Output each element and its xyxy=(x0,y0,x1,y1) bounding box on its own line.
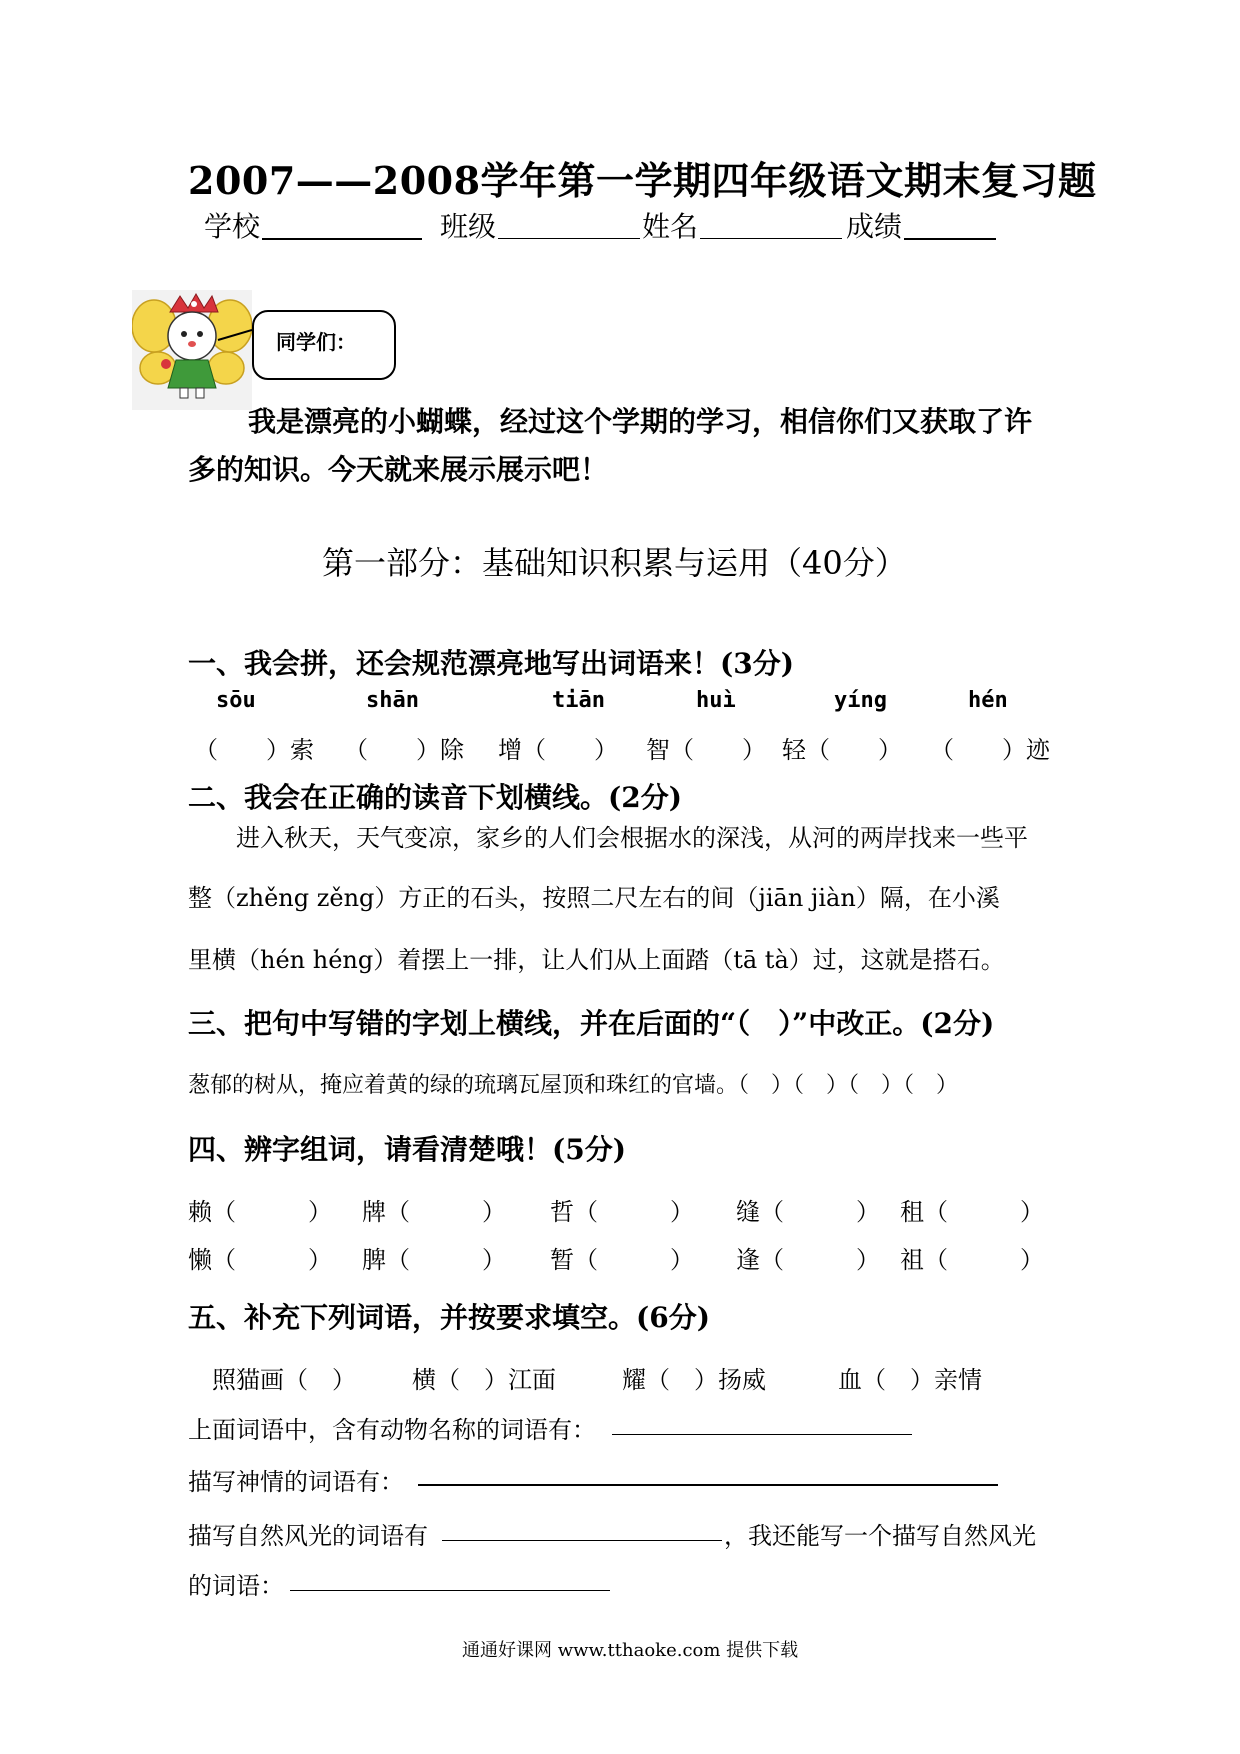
q2-line-2: 整（zhěng zěng）方正的石头，按照二尺左右的间（jiān jiàn）隔，在小溪 xyxy=(188,884,1000,912)
q4-row1-item-2[interactable]: 牌（ ） xyxy=(362,1198,506,1226)
q1-pinyin-5: yíng xyxy=(834,688,887,713)
q4-row1-item-1[interactable]: 赖（ ） xyxy=(188,1198,332,1226)
class-field[interactable] xyxy=(498,208,640,239)
score-label: 成绩 xyxy=(846,210,903,243)
q4-row1-item-3[interactable]: 哲（ ） xyxy=(550,1198,694,1226)
q1-item-5[interactable]: 轻（ ） xyxy=(782,736,902,764)
q5-word-1[interactable]: 照猫画（ ） xyxy=(212,1366,356,1394)
name-field[interactable] xyxy=(700,208,842,239)
q5-expression-blank[interactable] xyxy=(418,1462,998,1486)
q5-scenery-label: 描写自然风光的词语有 xyxy=(188,1522,428,1550)
q4-row2-item-3[interactable]: 暂（ ） xyxy=(550,1246,694,1274)
q5-title: 五、补充下列词语，并按要求填空。(6分) xyxy=(188,1301,710,1334)
part1-title: 第一部分：基础知识积累与运用（40分） xyxy=(322,544,907,582)
q5-word-4[interactable]: 血（ ）亲情 xyxy=(838,1366,982,1394)
q4-row1-item-5[interactable]: 租（ ） xyxy=(900,1198,1044,1226)
q1-item-3[interactable]: 增（ ） xyxy=(498,736,618,764)
q1-title: 一、我会拼，还会规范漂亮地写出词语来！(3分) xyxy=(188,647,794,680)
school-field[interactable] xyxy=(262,208,422,240)
q4-row2-item-2[interactable]: 脾（ ） xyxy=(362,1246,506,1274)
q5-scenery-blank[interactable] xyxy=(442,1518,722,1541)
q4-title: 四、辨字组词，请看清楚哦！(5分) xyxy=(188,1133,626,1166)
q5-more-blank[interactable] xyxy=(290,1568,610,1591)
q1-item-6[interactable]: （ ）迹 xyxy=(930,736,1050,764)
q1-item-1[interactable]: （ ）索 xyxy=(194,736,314,764)
q1-item-4[interactable]: 智（ ） xyxy=(646,736,766,764)
q1-pinyin-6: hén xyxy=(968,688,1008,713)
intro-line-1: 我是漂亮的小蝴蝶，经过这个学期的学习，相信你们又获取了许 xyxy=(248,405,1033,438)
school-label: 学校 xyxy=(204,210,261,243)
butterfly-mascot-icon xyxy=(132,290,252,410)
class-label: 班级 xyxy=(440,210,497,243)
q5-animal-label: 上面词语中，含有动物名称的词语有： xyxy=(188,1416,596,1444)
q5-word-2[interactable]: 横（ ）江面 xyxy=(412,1366,556,1394)
score-field[interactable] xyxy=(904,208,996,240)
q2-title: 二、我会在正确的读音下划横线。(2分) xyxy=(188,781,682,814)
q4-row2-item-1[interactable]: 懒（ ） xyxy=(188,1246,332,1274)
q1-pinyin-1: sōu xyxy=(216,688,256,713)
q1-pinyin-2: shān xyxy=(366,688,419,713)
q4-row2-item-5[interactable]: 祖（ ） xyxy=(900,1246,1044,1274)
q5-more-label: ，我还能写一个描写自然风光 xyxy=(724,1522,1036,1550)
q5-expression-label: 描写神情的词语有： xyxy=(188,1468,404,1496)
q2-line-3: 里横（hén héng）着摆上一排，让人们从上面踏（tā tà）过，这就是搭石。 xyxy=(188,946,1005,974)
q4-row1-item-4[interactable]: 缝（ ） xyxy=(736,1198,880,1226)
q2-line-1: 进入秋天，天气变凉，家乡的人们会根据水的深浅，从河的两岸找来一些平 xyxy=(236,824,1028,852)
q5-animal-blank[interactable] xyxy=(612,1412,912,1435)
intro-line-2: 多的知识。今天就来展示展示吧！ xyxy=(188,453,609,486)
q5-more-label-2: 的词语： xyxy=(188,1572,284,1600)
bubble-text: 同学们： xyxy=(276,330,356,354)
q5-word-3[interactable]: 耀（ ）扬威 xyxy=(622,1366,766,1394)
q1-item-2[interactable]: （ ）除 xyxy=(344,736,464,764)
name-label: 姓名 xyxy=(642,210,699,243)
q3-title: 三、把句中写错的字划上横线，并在后面的“（ ）”中改正。(2分) xyxy=(188,1007,995,1040)
page-title: 2007——2008学年第一学期四年级语文期末复习题 xyxy=(188,158,1097,203)
footer-credit: 通通好课网 www.tthaoke.com 提供下载 xyxy=(462,1640,799,1661)
speech-bubble xyxy=(252,310,396,380)
q4-row2-item-4[interactable]: 逢（ ） xyxy=(736,1246,880,1274)
q3-sentence: 葱郁的树从，掩应着黄的绿的琉璃瓦屋顶和珠红的官墙。（ ）（ ）（ ）（ ） xyxy=(188,1073,959,1098)
q1-pinyin-3: tiān xyxy=(552,688,605,713)
q1-pinyin-4: huì xyxy=(696,688,736,713)
